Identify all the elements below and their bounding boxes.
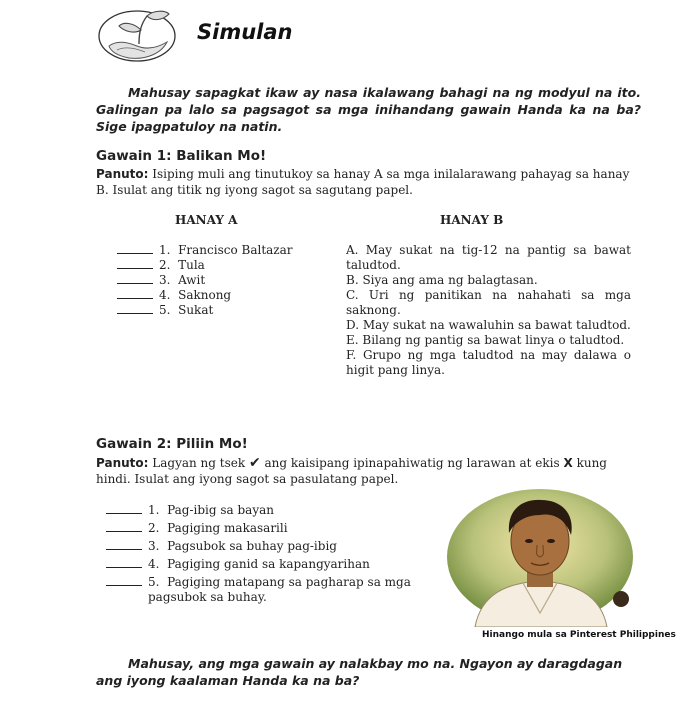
- answer-blank[interactable]: [106, 575, 142, 586]
- hanay-b-item: B. Siya ang ama ng balagtasan.: [346, 273, 538, 287]
- answer-blank[interactable]: [117, 303, 153, 314]
- hanay-b-item: C. Uri ng panitikan na nahahati sa mga saknong.: [346, 288, 631, 317]
- intro-paragraph: Mahusay sapagkat ikaw ay nasa ikalawang bahagi na ng modyul na ito. Galingan pa lalo sa pagsagot sa mga inihandang gawain Handa ka na ba? Sige ipagpatuloy na natin.: [96, 85, 641, 134]
- check-mark-icon: ✔: [248, 455, 261, 471]
- hanay-a-item: 5. Sukat: [117, 303, 293, 318]
- answer-blank[interactable]: [106, 503, 142, 514]
- hanay-b-item: D. May sukat na wawaluhin sa bawat taludtod.: [346, 318, 631, 332]
- hanay-a-heading: HANAY A: [175, 213, 238, 227]
- image-caption: Hinango mula sa Pinterest Philippines: [482, 630, 676, 640]
- answer-blank[interactable]: [106, 557, 142, 568]
- hanay-b-item: F. Grupo ng mga taludtod na may dalawa o higit pang linya.: [346, 348, 631, 377]
- hanay-a-list: [117, 243, 293, 318]
- answer-blank[interactable]: [106, 539, 142, 550]
- gawain1-heading: Gawain 1: Balikan Mo!: [96, 148, 267, 164]
- gawain2-item: 3. Pagsubok sa buhay pag-ibig: [106, 539, 446, 554]
- hanay-b-heading: HANAY B: [440, 213, 504, 227]
- gawain1-instruction: Isiping muli ang tinutukoy sa hanay A sa mga inilalarawang pahayag sa hanay B. Isulat ang titik ng iyong sagot sa sagutang papel.: [96, 167, 630, 197]
- gawain2-instruction-block: Panuto: Lagyan ng tsek ✔ ang kaisipang ipinapahiwatig ng larawan at ekis X kung hindi. Isulat ang iyong sagot sa pasulatang papel.: [96, 455, 607, 486]
- hanay-b-item: E. Bilang ng pantig sa bawat linya o taludtod.: [346, 333, 625, 347]
- gawain2-item: 2. Pagiging makasarili: [106, 521, 446, 536]
- gawain2-item: 5. Pagiging matapang sa pagharap sa mga pagsubok sa buhay.: [106, 575, 438, 605]
- hanay-b-list: [346, 243, 631, 378]
- hanay-b-item: A. May sukat na tig-12 na pantig sa bawat taludtod.: [346, 243, 631, 272]
- outro-paragraph: Mahusay, ang mga gawain ay nalakbay mo na. Ngayon ay daragdagan ang iyong kaalaman Handa ka na ba?: [96, 656, 623, 688]
- francisco-balagtas-portrait-image: [445, 487, 635, 627]
- hanay-a-item: 3. Awit: [117, 273, 293, 288]
- answer-blank[interactable]: [117, 258, 153, 269]
- hanay-a-item: 2. Tula: [117, 258, 293, 273]
- answer-blank[interactable]: [117, 243, 153, 254]
- answer-blank[interactable]: [117, 288, 153, 299]
- hanay-a-item: 1. Francisco Baltazar: [117, 243, 293, 258]
- x-mark-icon: X: [563, 456, 573, 470]
- gawain2-list: [106, 503, 446, 605]
- gawain2-item: 4. Pagiging ganid sa kapangyarihan: [106, 557, 446, 572]
- gawain1-panuto-label: Panuto:: [96, 167, 149, 181]
- hanay-a-item: 4. Saknong: [117, 288, 293, 303]
- page-title: Simulan: [197, 20, 293, 44]
- gawain2-panuto-label: Panuto:: [96, 456, 149, 470]
- gawain2-item: 1. Pag-ibig sa bayan: [106, 503, 446, 518]
- answer-blank[interactable]: [106, 521, 142, 532]
- hands-sprout-logo-icon: [95, 6, 195, 64]
- answer-blank[interactable]: [117, 273, 153, 284]
- gawain1-instruction-block: [96, 166, 641, 198]
- gawain2-heading: Gawain 2: Piliin Mo!: [96, 436, 248, 452]
